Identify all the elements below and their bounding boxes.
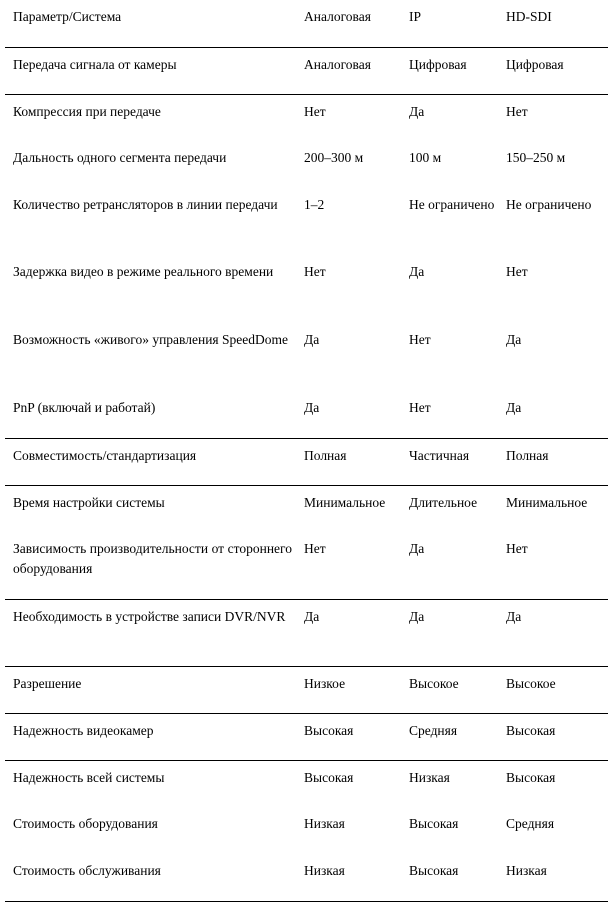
value-cell: Частичная	[405, 438, 502, 485]
value-cell: Нет	[409, 332, 431, 347]
value-cell: Нет	[502, 532, 608, 599]
table-row	[5, 599, 608, 666]
value-cell: Да	[304, 332, 320, 347]
value-cell: Высокое	[502, 666, 608, 713]
value-cell: Низкая	[409, 769, 450, 785]
value-cell: Низкое	[300, 666, 405, 713]
parameter-cell: Стоимость обслуживания	[5, 854, 300, 901]
value-cell: Высокая	[502, 713, 608, 760]
value-cell: Высокая	[409, 816, 459, 831]
parameter-cell: PnP (включай и работай)	[5, 391, 300, 438]
table-row	[5, 438, 608, 485]
value-cell: Не ограничено	[409, 197, 495, 212]
table-row	[5, 532, 608, 599]
table-header-row	[5, 0, 608, 47]
value-cell: Средняя	[506, 816, 555, 831]
value-cell: Цифровая	[502, 47, 608, 94]
value-cell: Высокая	[506, 769, 556, 785]
parameter-cell: Надежность видеокамер	[5, 713, 300, 760]
value-cell: 150–250 м	[506, 150, 566, 165]
value-cell: Да	[405, 532, 502, 599]
parameter-cell: Компрессия при передаче	[13, 103, 161, 119]
value-cell: Нет	[304, 264, 326, 279]
value-cell: Да	[506, 332, 522, 347]
parameter-cell: Передача сигнала от камеры	[5, 47, 300, 94]
value-cell: Не ограничено	[506, 197, 592, 212]
value-cell: Аналоговая	[300, 47, 405, 94]
value-cell: Да	[409, 264, 425, 279]
value-cell: Минимальное	[304, 494, 386, 510]
value-cell: Средняя	[405, 713, 502, 760]
value-cell: Длительное	[409, 494, 478, 510]
parameter-cell: Дальность одного сегмента передачи	[13, 150, 227, 165]
value-cell: 100 м	[409, 150, 442, 165]
table-row	[5, 760, 608, 807]
table-row	[5, 666, 608, 713]
value-cell: Низкая	[300, 854, 405, 901]
table-row	[5, 391, 608, 438]
table-row	[5, 141, 608, 188]
table-row	[5, 323, 608, 391]
value-cell: Высокое	[405, 666, 502, 713]
table-row	[5, 188, 608, 255]
table-row	[5, 713, 608, 760]
parameter-cell: Возможность «живого» управления SpeedDome	[13, 332, 288, 347]
parameter-cell: Необходимость в устройстве записи DVR/NVR	[5, 599, 300, 666]
parameter-cell: Стоимость оборудования	[13, 816, 158, 831]
value-cell: Высокая	[405, 854, 502, 901]
value-cell: Да	[502, 391, 608, 438]
value-cell: Минимальное	[506, 494, 588, 510]
value-cell: Полная	[300, 438, 405, 485]
value-cell: Да	[405, 599, 502, 666]
parameter-cell: Количество ретрансляторов в линии передачи	[13, 197, 278, 212]
value-cell: Низкая	[502, 854, 608, 901]
parameter-cell: Надежность всей системы	[13, 769, 165, 785]
table-row	[5, 255, 608, 323]
header-cell-system: HD-SDI	[502, 0, 608, 47]
value-cell: Нет	[300, 532, 405, 599]
parameter-cell: Зависимость производительности от стороннего оборудования	[5, 532, 300, 599]
header-cell-system: IP	[405, 0, 502, 47]
table-row	[5, 47, 608, 94]
value-cell: Цифровая	[405, 47, 502, 94]
table-row	[5, 94, 608, 141]
table-row	[5, 485, 608, 532]
comparison-table	[5, 0, 608, 902]
value-cell: Да	[300, 391, 405, 438]
parameter-cell: Задержка видео в режиме реального времени	[13, 264, 274, 279]
value-cell: 1–2	[304, 197, 325, 212]
parameter-cell: Время настройки системы	[13, 494, 165, 510]
value-cell: Низкая	[304, 816, 345, 831]
parameter-cell: Разрешение	[5, 666, 300, 713]
value-cell: Да	[300, 599, 405, 666]
value-cell: Высокая	[304, 769, 354, 785]
header-cell-parameter: Параметр/Система	[5, 0, 300, 47]
table-row	[5, 807, 608, 854]
table-body	[5, 0, 608, 901]
parameter-cell: Совместимость/стандартизация	[5, 438, 300, 485]
value-cell: Высокая	[300, 713, 405, 760]
value-cell: Нет	[506, 103, 528, 119]
value-cell: Полная	[502, 438, 608, 485]
table-row	[5, 854, 608, 901]
value-cell: Нет	[304, 103, 326, 119]
value-cell: Нет	[506, 264, 528, 279]
value-cell: 200–300 м	[304, 150, 364, 165]
header-cell-system: Аналоговая	[300, 0, 405, 47]
value-cell: Нет	[405, 391, 502, 438]
value-cell: Да	[409, 103, 425, 119]
value-cell: Да	[502, 599, 608, 666]
